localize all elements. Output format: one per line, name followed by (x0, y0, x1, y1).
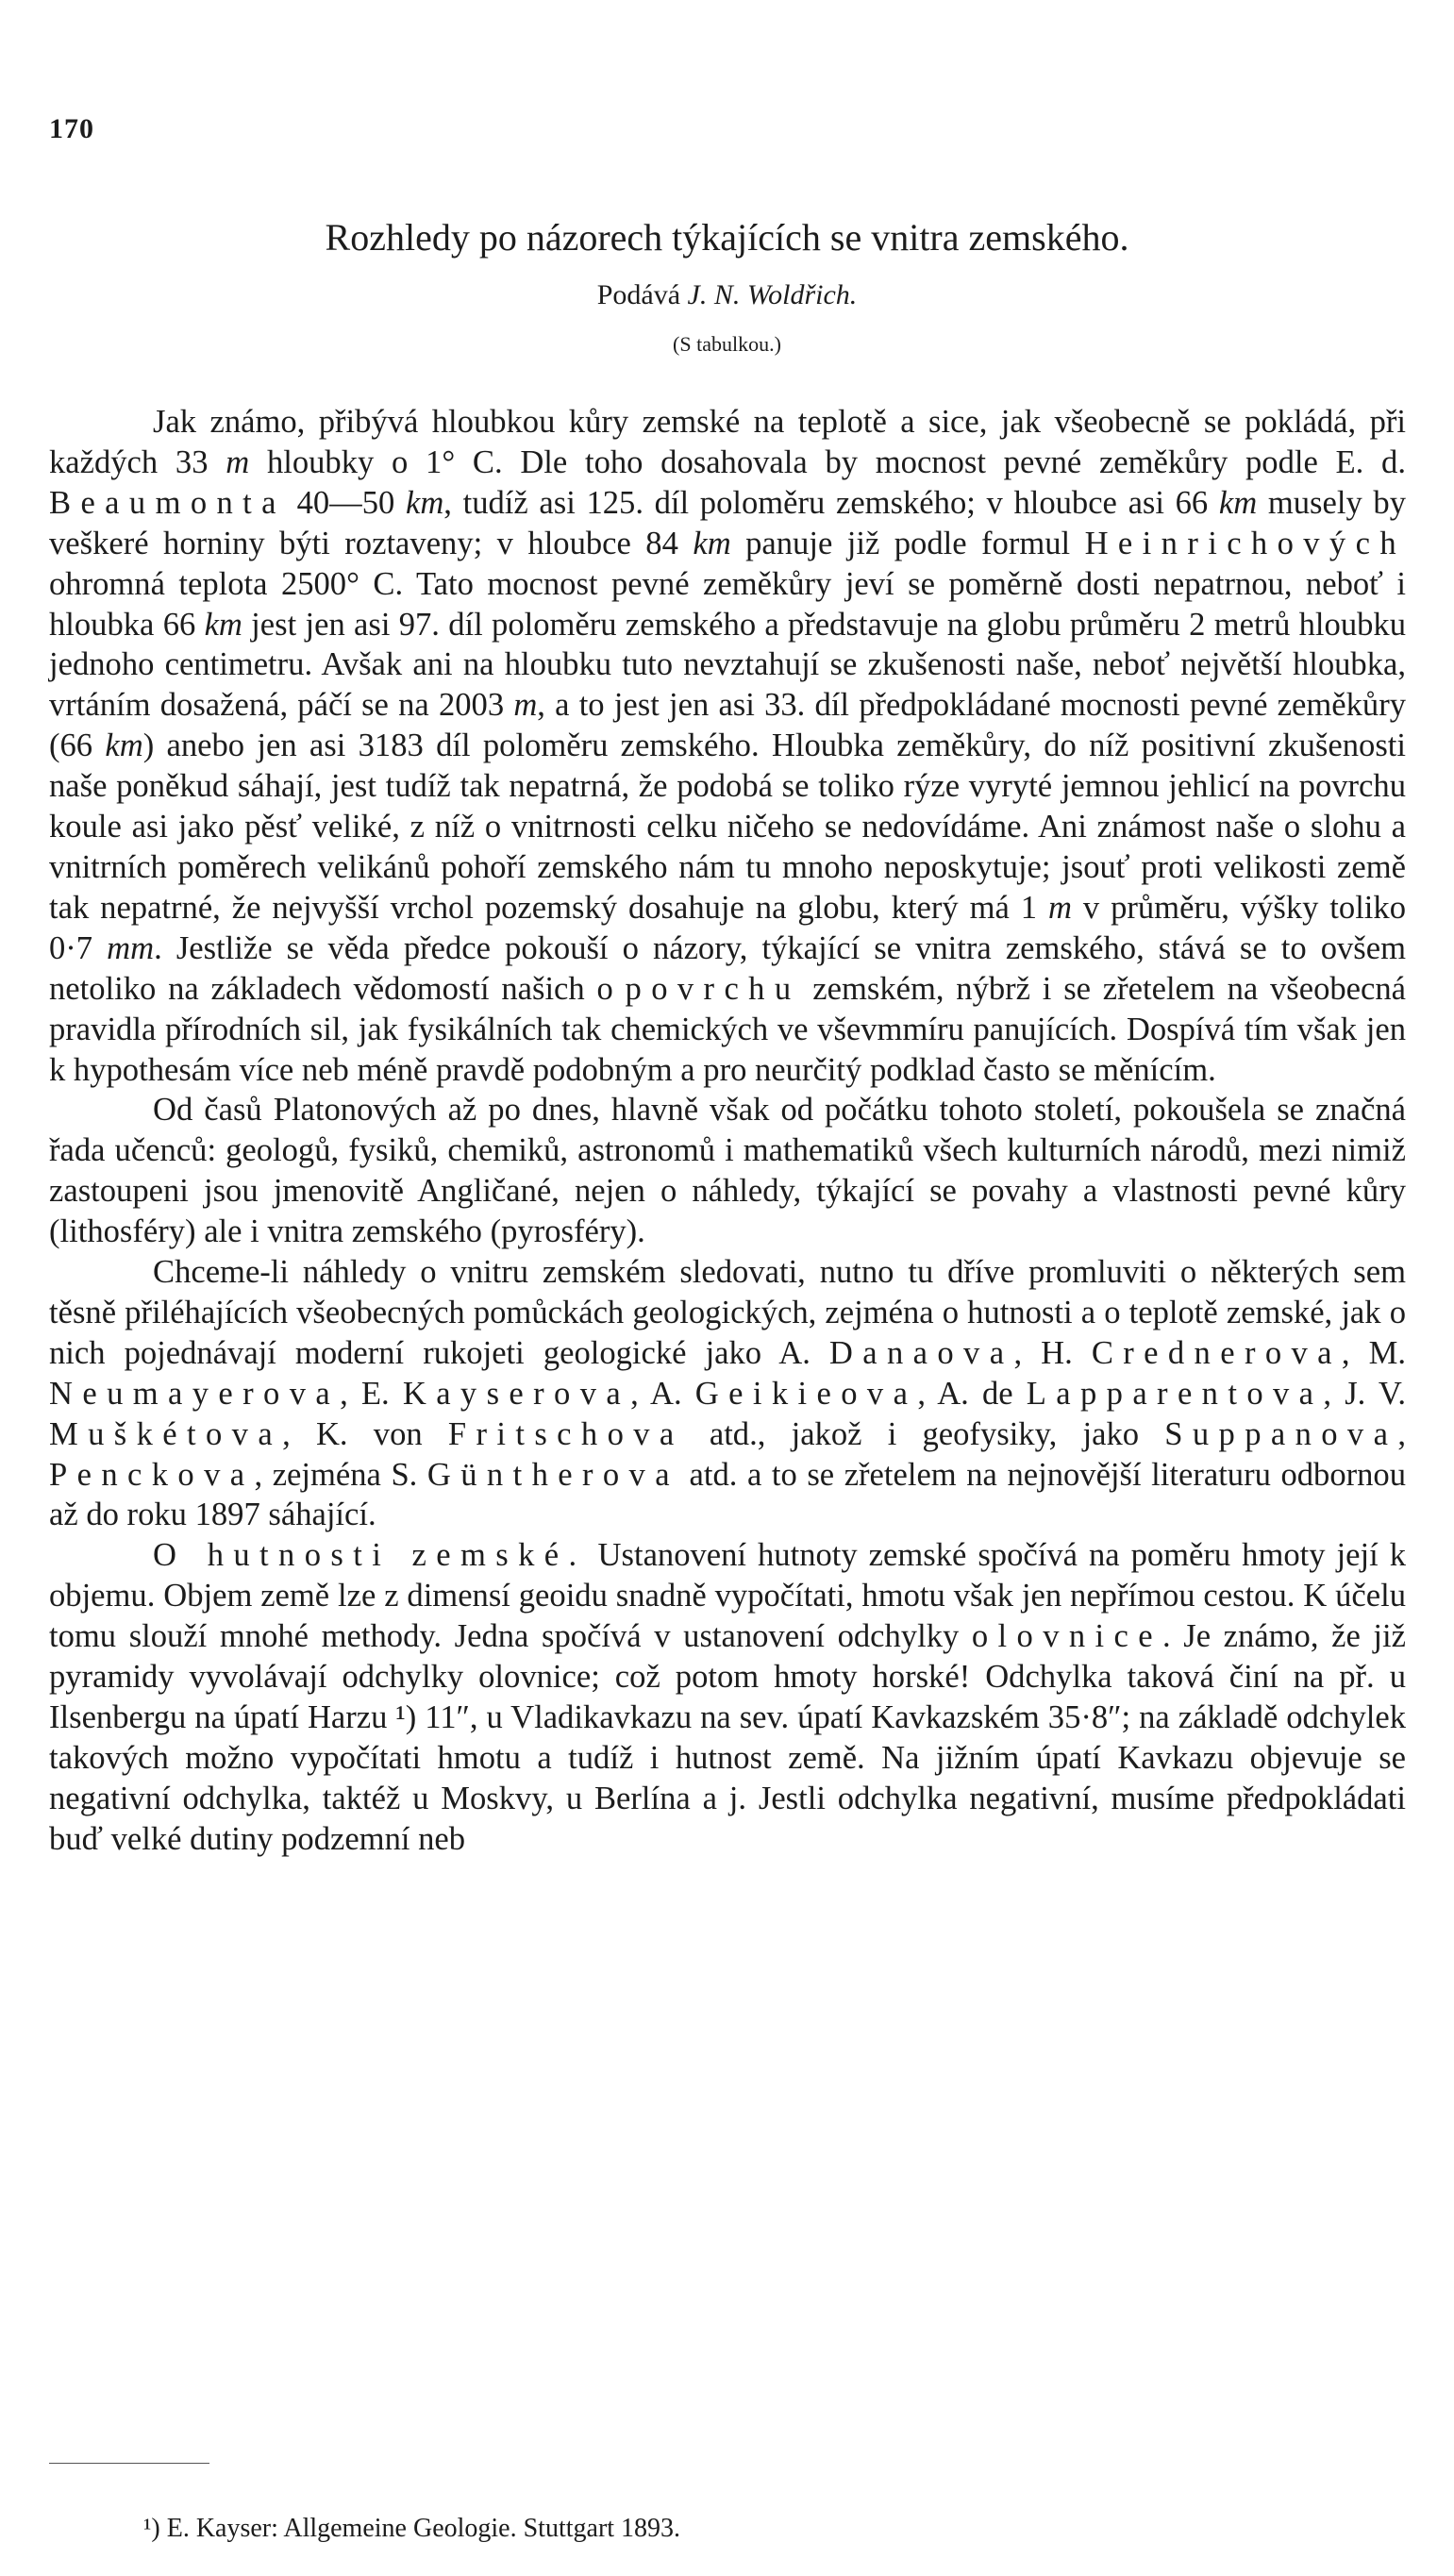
text-run: Jak známo, přibývá hloubkou kůry zemské na teplotě a sice, jak všeobecně se pokládá, při každých 33 (49, 404, 1406, 480)
article-title: Rozhledy po názorech týkajících se vnitra zemského. (325, 216, 1129, 259)
paragraph (49, 1252, 1406, 1535)
emphasized-text: Muškétova (49, 1415, 283, 1452)
unit-text: m (1047, 889, 1072, 926)
emphasized-text: olovnice (971, 1618, 1162, 1655)
text-run: ) anebo jen asi 3183 díl poloměru zemského. Hloubka zeměkůry, do níž positivní zkušenosti naše poněkud sáhají, jest tudíž tak nepatrná, že podobá se toliko rýze vyryté jemnou jehlicí na povrchu koule asi jako pěsť veliké, z níž o vnitrnosti celku ničeho se nedovídáme. Ani známost naše o slohu a vnitrních poměrech velikánů pohoří zemského nám tu mnoho neposkytuje; jsouť proti velikosti země tak nepatrné, že nejvyšší vrchol pozemský dosahuje na globu, který má 1 (49, 728, 1406, 926)
emphasized-text: Neumayerova (49, 1375, 341, 1412)
unit-text: m (513, 687, 538, 724)
byline-author: J. N. Woldřich. (687, 279, 858, 310)
text-run: . Jestliže se věda předce pokouší o názory, týkající se vnitra zemského, stává se to ovšem netoliko na základech vědomostí našich o (49, 929, 1406, 1007)
text-run: , (1397, 1415, 1406, 1452)
text-run: atd. a to se zřetelem na nejnovější literaturu odbornou až do roku 1897 sáhající. (49, 1456, 1406, 1533)
text-run: Ustanovení hutnoty zemské spočívá na poměru hmoty její k objemu. Objem země lze z dimensí geoidu snadně vypočítati, hmotu však jen nepřímou cestou. K účelu tomu slouží mnohé methody. Jedna spočívá v ustanovení odchylky (49, 1537, 1406, 1655)
text-run: ohromná teplota 2500° C. Tato mocnost pevné zeměkůry jeví se poměrně dosti nepatrnou, neboť i hloubka 66 (49, 565, 1406, 643)
unit-text: km (1218, 484, 1258, 521)
text-run: , zejména S. (254, 1456, 427, 1493)
page-number: 170 (49, 113, 94, 144)
text-run: atd., jakož i geofysiky, jako (683, 1415, 1165, 1452)
emphasized-text: Lapparentova (1026, 1375, 1324, 1412)
emphasized-text: Danaova (828, 1334, 1014, 1371)
unit-text: mm (107, 929, 155, 966)
text-run: , H. (1013, 1334, 1092, 1371)
emphasized-text: Suppanova (1164, 1415, 1398, 1452)
unit-text: km (105, 728, 143, 764)
text-run: , tudíž asi 125. díl poloměru zemského; v hloubce asi 66 (443, 484, 1219, 521)
footnote (143, 2514, 680, 2544)
text-run: , J. V. (1323, 1375, 1406, 1412)
text-run: , A. de (917, 1375, 1027, 1412)
emphasized-text: povrchu (625, 970, 801, 1007)
text-run: musely by veškeré horniny býti roztaveny; v hloubce 84 (49, 484, 1406, 561)
paragraph (49, 1535, 1406, 1859)
text-run: v průměru, výšky toliko 0·7 (49, 889, 1406, 966)
table-note: (S tabulkou.) (673, 332, 781, 356)
text-run: , K. von (282, 1415, 448, 1452)
footnote-text: E. Kayser: Allgemeine Geologie. Stuttgart 1893. (166, 2514, 681, 2543)
text-run: zemském, nýbrž i se zřetelem na všeobecná pravidla přírodních sil, jak fysikálních tak chemických ve vševmmíru panujících. Dospívá tím však jen k hypothesám více neb méně pravdě podobným a pro neurčitý podklad často se měnícím. (49, 970, 1406, 1088)
paragraph (49, 1090, 1406, 1252)
unit-text: km (405, 484, 444, 521)
text-run: Chceme-li náhledy o vnitru zemském sledovati, nutno tu dříve promluviti o některých sem těsně přiléhajících všeobecných pomůckách geologických, zejména o hutnosti a o teplotě zemské, jak o nich pojednávají moderní rukojeti geologické jako A. (49, 1254, 1406, 1371)
text-run: Od časů Platonových až po dnes, hlavně však od počátku tohoto století, pokoušela se značná řada učenců: geologů, fysiků, chemiků, astronomů i mathematiků všech kulturních národů, mezi nimiž zastoupeni jsou jmenovitě Angličané, nejen o náhledy, týkající se povahy a vlastnosti pevné kůry (lithosféry) ale i vnitra zemského (pyrosféry). (49, 1092, 1406, 1250)
text-run: hloubky o 1° C. Dle toho dosahovala by mocnost pevné zeměkůry podle E. d. (249, 443, 1406, 480)
text-run: panuje již podle formul (730, 525, 1085, 561)
byline-prefix: Podává (596, 279, 681, 310)
text-run: , E. (340, 1375, 403, 1412)
text-run: . Je známo, že již pyramidy vyvolávají odchylky olovnice; což potom hmoty horské! Odchylka taková činí na př. u Ilsenbergu na úpatí Harzu ¹) 11″, u Vladikavkazu na sev. úpatí Kavkazském 35·8″; na základě odchylek takových možno vypočítati hmotu a tudíž i hutnost země. Na jižním úpatí Kavkazu objevuje se negativní odchylka, taktéž u Moskvy, u Berlína a j. Jestli odchylka negativní, musíme předpokládati buď velké dutiny podzemní neb (49, 1618, 1406, 1857)
byline (0, 279, 1454, 311)
text-run: 40—50 (285, 484, 406, 521)
emphasized-text: Beaumonta (49, 484, 286, 521)
footnote-mark: ¹) (143, 2514, 160, 2543)
emphasized-text: Penckova (49, 1456, 255, 1493)
emphasized-text: Geikieova (694, 1375, 918, 1412)
article-body (49, 402, 1406, 1860)
unit-text: km (204, 606, 242, 643)
unit-text: m (226, 443, 250, 480)
paragraph (49, 402, 1406, 1090)
unit-text: km (693, 525, 731, 561)
emphasized-text: Güntherova (426, 1456, 679, 1493)
footnote-divider (49, 2463, 209, 2464)
emphasized-text: Fritschova (447, 1415, 684, 1452)
emphasized-text: Heinrichových (1084, 525, 1406, 561)
text-run: , A. (630, 1375, 695, 1412)
emphasized-text: O hutnosti zemské. (153, 1537, 587, 1574)
emphasized-text: Kayserova (402, 1375, 631, 1412)
text-run: jest jen asi 97. díl poloměru zemského a představuje na globu průměru 2 metrů hloubku jednoho centimetru. Avšak ani na hloubku tuto nevztahují se zkušenosti naše, neboť největší hloubka, vrtáním dosažená, páčí se na 2003 (49, 606, 1406, 724)
text-run: , M. (1341, 1334, 1406, 1371)
text-run: , a to jest jen asi 33. díl předpokládané mocnosti pevné zeměkůry (66 (49, 687, 1406, 764)
emphasized-text: Crednerova (1091, 1334, 1342, 1371)
